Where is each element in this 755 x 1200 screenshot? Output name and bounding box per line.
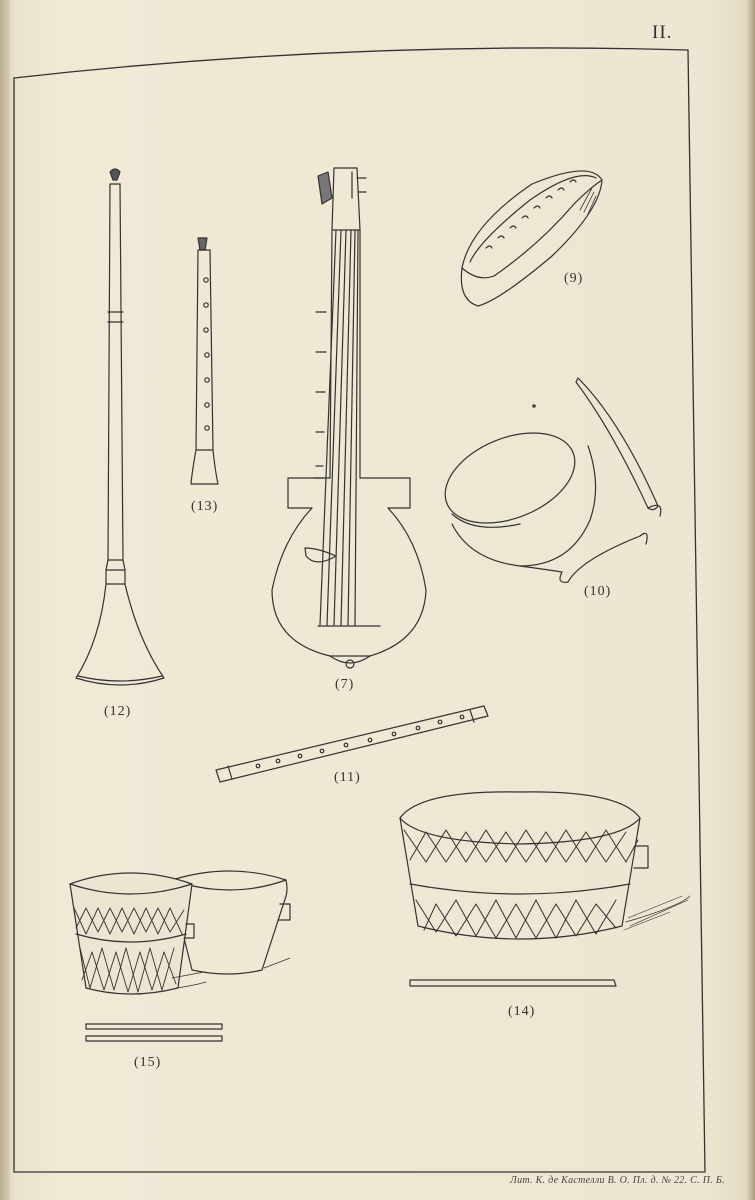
figure-caption-14: (14) [508, 1004, 536, 1019]
figure-caption-9: (9) [564, 271, 584, 286]
plate-number: II. [652, 22, 673, 43]
figure-caption-10: (10) [584, 584, 612, 599]
lithographer-imprint: Лит. К. де Кастелли В. О. Пл. д. № 22. С. П. Б. [510, 1175, 725, 1186]
large-drum-drawing [400, 792, 690, 986]
figure-caption-7: (7) [335, 677, 355, 692]
lute-drawing [272, 168, 426, 668]
trumpet-drawing [76, 169, 164, 685]
clarinet-drawing [191, 238, 218, 484]
drum-with-strap-drawing [432, 378, 661, 582]
figure-caption-11: (11) [334, 770, 361, 785]
figure-caption-15: (15) [134, 1055, 162, 1070]
figure-caption-13: (13) [191, 499, 219, 514]
small-drums-drawing [70, 871, 290, 1041]
figure-caption-12: (12) [104, 704, 132, 719]
